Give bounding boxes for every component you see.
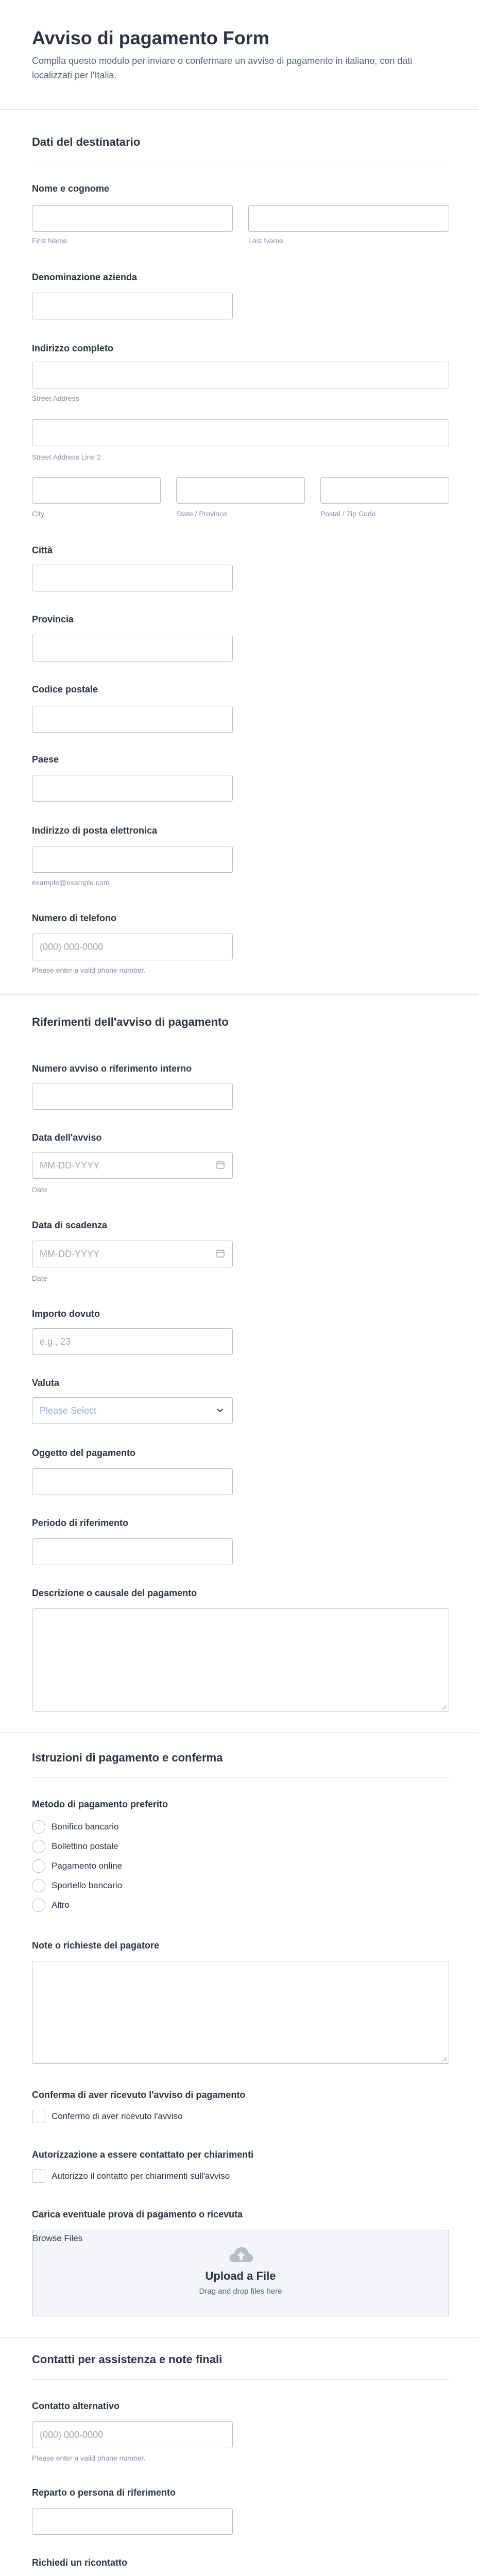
radio-button[interactable]: [32, 1840, 45, 1853]
first-name-input[interactable]: [32, 205, 233, 232]
subject-input[interactable]: [32, 1468, 233, 1495]
confirm-receipt-option[interactable]: [32, 2109, 183, 2124]
section-rule: [32, 2379, 449, 2380]
method-option[interactable]: [32, 1878, 122, 1893]
upload-subtitle: Drag and drop files here: [199, 2287, 282, 2296]
form-title: Avviso di pagamento Form: [32, 27, 269, 48]
zip-input[interactable]: [320, 477, 449, 504]
citta-label: Città: [32, 545, 53, 555]
calendar-icon[interactable]: [216, 1249, 225, 1258]
due-date-sublabel: Date: [32, 1274, 47, 1282]
last-name-input[interactable]: [248, 205, 449, 232]
upload-title: Upload a File: [205, 2269, 276, 2282]
street-address-sublabel: Street Address: [32, 394, 79, 402]
currency-placeholder: Please Select: [40, 1405, 97, 1416]
last-name-sublabel: Last Name: [248, 236, 283, 245]
cap-label: Codice postale: [32, 684, 98, 694]
section-divider: [0, 1732, 479, 1733]
calendar-icon[interactable]: [216, 1160, 225, 1170]
notice-number-input[interactable]: [32, 1083, 233, 1110]
method-option[interactable]: [32, 1820, 118, 1834]
company-label: Denominazione azienda: [32, 272, 138, 282]
paese-label: Paese: [32, 754, 59, 765]
amount-placeholder: e.g., 23: [40, 1336, 71, 1347]
currency-label: Valuta: [32, 1378, 60, 1388]
alt-contact-label: Contatto alternativo: [32, 2401, 120, 2411]
alt-contact-placeholder: (000) 000-0000: [40, 2430, 104, 2440]
department-label: Reparto o persona di riferimento: [32, 2487, 176, 2498]
cloud-upload-icon: [228, 2245, 254, 2264]
paese-input[interactable]: [32, 775, 233, 802]
section-title-reference: Riferimenti dell'avviso di pagamento: [32, 1015, 229, 1028]
citta-input[interactable]: [32, 565, 233, 591]
notes-label: Note o richieste del pagatore: [32, 1940, 160, 1951]
option-label: Altro: [52, 1900, 70, 1910]
notes-textarea[interactable]: [32, 1961, 449, 2064]
due-date-label: Data di scadenza: [32, 1220, 108, 1230]
due-date-input[interactable]: [32, 1241, 233, 1267]
email-sublabel: example@example.com: [32, 878, 110, 887]
description-textarea[interactable]: [32, 1608, 449, 1711]
option-label: Bonifico bancario: [52, 1822, 119, 1832]
option-label: Autorizzo il contatto per chiarimenti sull'avviso: [52, 2171, 230, 2181]
state-input[interactable]: [176, 477, 305, 504]
resize-handle-icon[interactable]: [442, 2057, 447, 2062]
name-label: Nome e cognome: [32, 183, 110, 194]
description-label: Descrizione o causale del pagamento: [32, 1588, 197, 1598]
section-title-instructions: Istruzioni di pagamento e conferma: [32, 1751, 223, 1764]
period-label: Periodo di riferimento: [32, 1518, 129, 1528]
section-title-recipient: Dati del destinatario: [32, 135, 141, 148]
section-divider: [0, 109, 479, 110]
callback-label: Richiedi un ricontatto: [32, 2557, 128, 2568]
resize-handle-icon[interactable]: [442, 1704, 447, 1709]
phone-sublabel: Please enter a valid phone number.: [32, 966, 146, 974]
state-sublabel: State / Province: [176, 510, 227, 518]
radio-button[interactable]: [32, 1820, 45, 1834]
option-label: Sportello bancario: [52, 1880, 123, 1890]
period-input[interactable]: [32, 1538, 233, 1565]
upload-dropzone[interactable]: [32, 2230, 449, 2316]
notice-date-placeholder: MM-DD-YYYY: [40, 1160, 99, 1171]
notice-date-sublabel: Date: [32, 1185, 47, 1194]
provincia-input[interactable]: [32, 635, 233, 662]
amount-input[interactable]: [32, 1328, 233, 1355]
street-address-input[interactable]: [32, 362, 449, 388]
first-name-sublabel: First Name: [32, 236, 67, 245]
alt-contact-input[interactable]: [32, 2421, 233, 2448]
checkbox[interactable]: [32, 2170, 45, 2183]
form-header: [32, 27, 449, 82]
form-description: Compila questo modulo per inviare o confermare un avviso di pagamento in italiano, con dati localizzati per l'Italia.: [32, 56, 413, 80]
street-address-2-input[interactable]: [32, 419, 449, 446]
notice-number-label: Numero avviso o riferimento interno: [32, 1063, 192, 1074]
company-input[interactable]: [32, 293, 233, 319]
phone-label: Numero di telefono: [32, 913, 117, 923]
city-input[interactable]: [32, 477, 161, 504]
email-label: Indirizzo di posta elettronica: [32, 825, 158, 836]
option-label: Confermo di aver ricevuto l'avviso: [52, 2111, 183, 2121]
option-label: Pagamento online: [52, 1861, 123, 1871]
address-label: Indirizzo completo: [32, 343, 114, 353]
due-date-placeholder: MM-DD-YYYY: [40, 1249, 99, 1259]
chevron-down-icon: [216, 1406, 224, 1414]
provincia-label: Provincia: [32, 614, 74, 624]
alt-contact-sublabel: Please enter a valid phone number.: [32, 2454, 146, 2462]
method-option[interactable]: [32, 1859, 122, 1873]
method-option[interactable]: [32, 1898, 70, 1912]
option-label: Bollettino postale: [52, 1841, 118, 1851]
phone-placeholder: (000) 000-0000: [40, 942, 104, 952]
confirm-receipt-label: Conferma di aver ricevuto l'avviso di pagamento: [32, 2090, 246, 2100]
zip-sublabel: Postal / Zip Code: [320, 510, 376, 518]
authorize-option[interactable]: [32, 2169, 230, 2183]
currency-select[interactable]: [32, 1397, 233, 1424]
authorize-label: Autorizzazione a essere contattato per chiarimenti: [32, 2149, 254, 2160]
section-divider: [0, 994, 479, 995]
city-sublabel: City: [32, 510, 45, 518]
method-option[interactable]: [32, 1839, 118, 1854]
email-input[interactable]: [32, 846, 233, 873]
radio-button[interactable]: [32, 1899, 45, 1912]
radio-button[interactable]: [32, 1879, 45, 1892]
checkbox[interactable]: [32, 2110, 45, 2123]
upload-label: Carica eventuale prova di pagamento o ricevuta: [32, 2209, 243, 2219]
notice-date-input[interactable]: [32, 1152, 233, 1179]
cap-input[interactable]: [32, 706, 233, 733]
street-address-2-sublabel: Street Address Line 2: [32, 453, 101, 461]
phone-input[interactable]: [32, 934, 233, 960]
notice-date-label: Data dell'avviso: [32, 1132, 102, 1143]
section-title-contacts: Contatti per assistenza e note finali: [32, 2353, 223, 2366]
department-input[interactable]: [32, 2508, 233, 2535]
radio-button[interactable]: [32, 1859, 45, 1873]
method-label: Metodo di pagamento preferito: [32, 1799, 168, 1809]
browse-files-button[interactable]: Browse Files: [32, 2233, 83, 2243]
section-rule: [32, 1777, 449, 1778]
amount-label: Importo dovuto: [32, 1309, 100, 1319]
subject-label: Oggetto del pagamento: [32, 1448, 136, 1458]
